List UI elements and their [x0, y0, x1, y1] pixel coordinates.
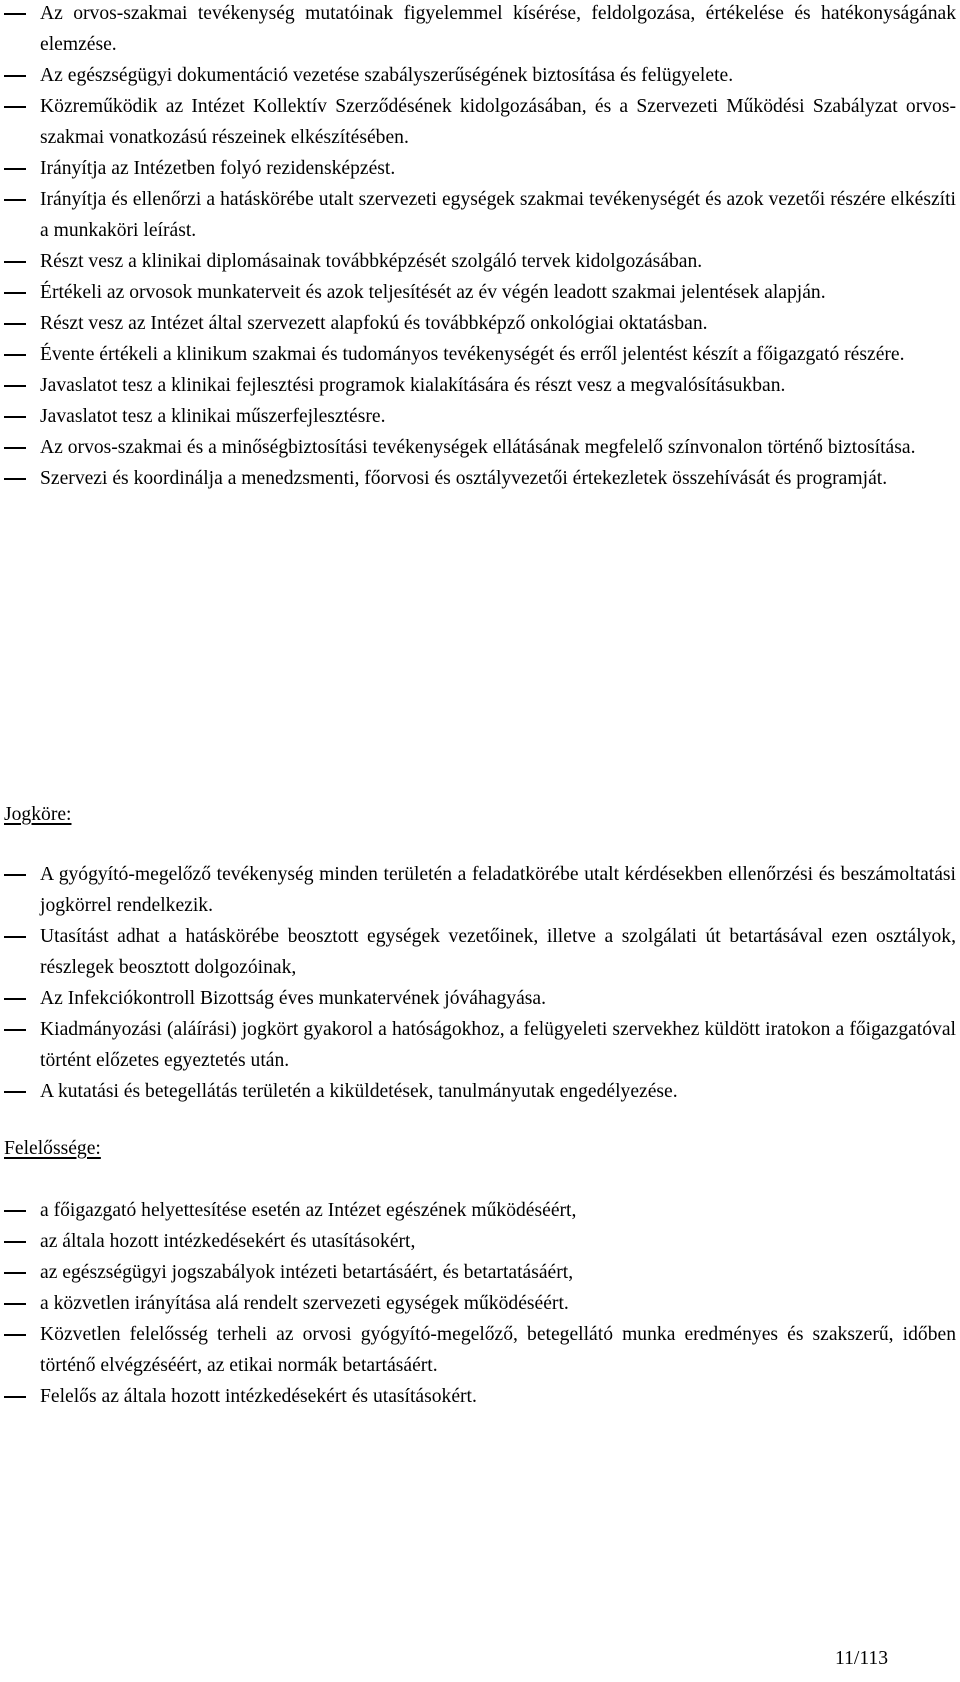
- dash-bullet: [4, 261, 26, 263]
- dash-bullet: [4, 1303, 26, 1305]
- list-item: Felelős az általa hozott intézkedésekért és utasításokért.: [4, 1381, 956, 1412]
- list-item: Irányítja és ellenőrzi a hatáskörébe utalt szervezeti egységek szakmai tevékenységét és azok vezetői részére elkészíti a munkaköri leírást.: [4, 184, 956, 246]
- dash-bullet: [4, 998, 26, 1000]
- dash-bullet: [4, 1091, 26, 1093]
- list-item: az egészségügyi jogszabályok intézeti betartásáért, és betartatásáért,: [4, 1257, 956, 1288]
- list-item: A gyógyító-megelőző tevékenység minden területén a feladatkörébe utalt kérdésekben ellenőrzési és beszámoltatási jogkörrel rendelkezik.: [4, 859, 956, 921]
- dash-bullet: [4, 385, 26, 387]
- list-item: Az Infekciókontroll Bizottság éves munkatervének jóváhagyása.: [4, 983, 956, 1014]
- list-item: Javaslatot tesz a klinikai műszerfejlesztésre.: [4, 401, 956, 432]
- list-item: Az orvos-szakmai tevékenység mutatóinak figyelemmel kísérése, feldolgozása, értékelése és hatékonyságának elemzése.: [4, 0, 956, 60]
- dash-bullet: [4, 106, 26, 108]
- dash-bullet: [4, 1396, 26, 1398]
- dash-bullet: [4, 292, 26, 294]
- list-item: Irányítja az Intézetben folyó rezidensképzést.: [4, 153, 956, 184]
- list-item: A kutatási és betegellátás területén a kiküldetések, tanulmányutak engedélyezése.: [4, 1076, 956, 1107]
- section-heading-responsibility: Felelőssége:: [4, 1138, 101, 1159]
- dash-bullet: [4, 1210, 26, 1212]
- list-item: Utasítást adhat a hatáskörébe beosztott egységek vezetőinek, illetve a szolgálati út betartásával ezen osztályok, részlegek beosztott dolgozóinak,: [4, 921, 956, 983]
- duties-list: [4, 0, 956, 494]
- rights-list: [4, 859, 956, 1107]
- list-item: a főigazgató helyettesítése esetén az Intézet egészének működéséért,: [4, 1195, 956, 1226]
- list-item: Szervezi és koordinálja a menedzsmenti, főorvosi és osztályvezetői értekezletek összehívását és programját.: [4, 463, 956, 494]
- responsibility-list: [4, 1195, 956, 1412]
- dash-bullet: [4, 354, 26, 356]
- list-item: az általa hozott intézkedésekért és utasításokért,: [4, 1226, 956, 1257]
- dash-bullet: [4, 1241, 26, 1243]
- dash-bullet: [4, 168, 26, 170]
- dash-bullet: [4, 874, 26, 876]
- list-item: Az orvos-szakmai és a minőségbiztosítási tevékenységek ellátásának megfelelő színvonalon történő biztosítása.: [4, 432, 956, 463]
- dash-bullet: [4, 1334, 26, 1336]
- list-item: Közreműködik az Intézet Kollektív Szerződésének kidolgozásában, és a Szervezeti Működési Szabályzat orvos-szakmai vonatkozású részeinek elkészítésében.: [4, 91, 956, 153]
- section-heading-rights: Jogköre:: [4, 804, 72, 825]
- list-item: Részt vesz az Intézet által szervezett alapfokú és továbbképző onkológiai oktatásban.: [4, 308, 956, 339]
- dash-bullet: [4, 447, 26, 449]
- dash-bullet: [4, 75, 26, 77]
- list-item: Közvetlen felelősség terheli az orvosi gyógyító-megelőző, betegellátó munka eredményes és szakszerű, időben történő elvégzéséért, az etikai normák betartásáért.: [4, 1319, 956, 1381]
- dash-bullet: [4, 416, 26, 418]
- list-item: Javaslatot tesz a klinikai fejlesztési programok kialakítására és részt vesz a megvalósításukban.: [4, 370, 956, 401]
- dash-bullet: [4, 1272, 26, 1274]
- list-item: Az egészségügyi dokumentáció vezetése szabályszerűségének biztosítása és felügyelete.: [4, 60, 956, 91]
- dash-bullet: [4, 478, 26, 480]
- dash-bullet: [4, 1029, 26, 1031]
- list-item: Részt vesz a klinikai diplomásainak továbbképzését szolgáló tervek kidolgozásában.: [4, 246, 956, 277]
- list-item: Kiadmányozási (aláírási) jogkört gyakorol a hatóságokhoz, a felügyeleti szervekhez küldött iratokon a főigazgatóval történt előzetes egyeztetés után.: [4, 1014, 956, 1076]
- page-number: 11/113: [835, 1648, 888, 1669]
- dash-bullet: [4, 199, 26, 201]
- list-item: a közvetlen irányítása alá rendelt szervezeti egységek működéséért.: [4, 1288, 956, 1319]
- list-item: Évente értékeli a klinikum szakmai és tudományos tevékenységét és erről jelentést készít a főigazgató részére.: [4, 339, 956, 370]
- list-item: Értékeli az orvosok munkaterveit és azok teljesítését az év végén leadott szakmai jelentések alapján.: [4, 277, 956, 308]
- dash-bullet: [4, 13, 26, 15]
- dash-bullet: [4, 323, 26, 325]
- dash-bullet: [4, 936, 26, 938]
